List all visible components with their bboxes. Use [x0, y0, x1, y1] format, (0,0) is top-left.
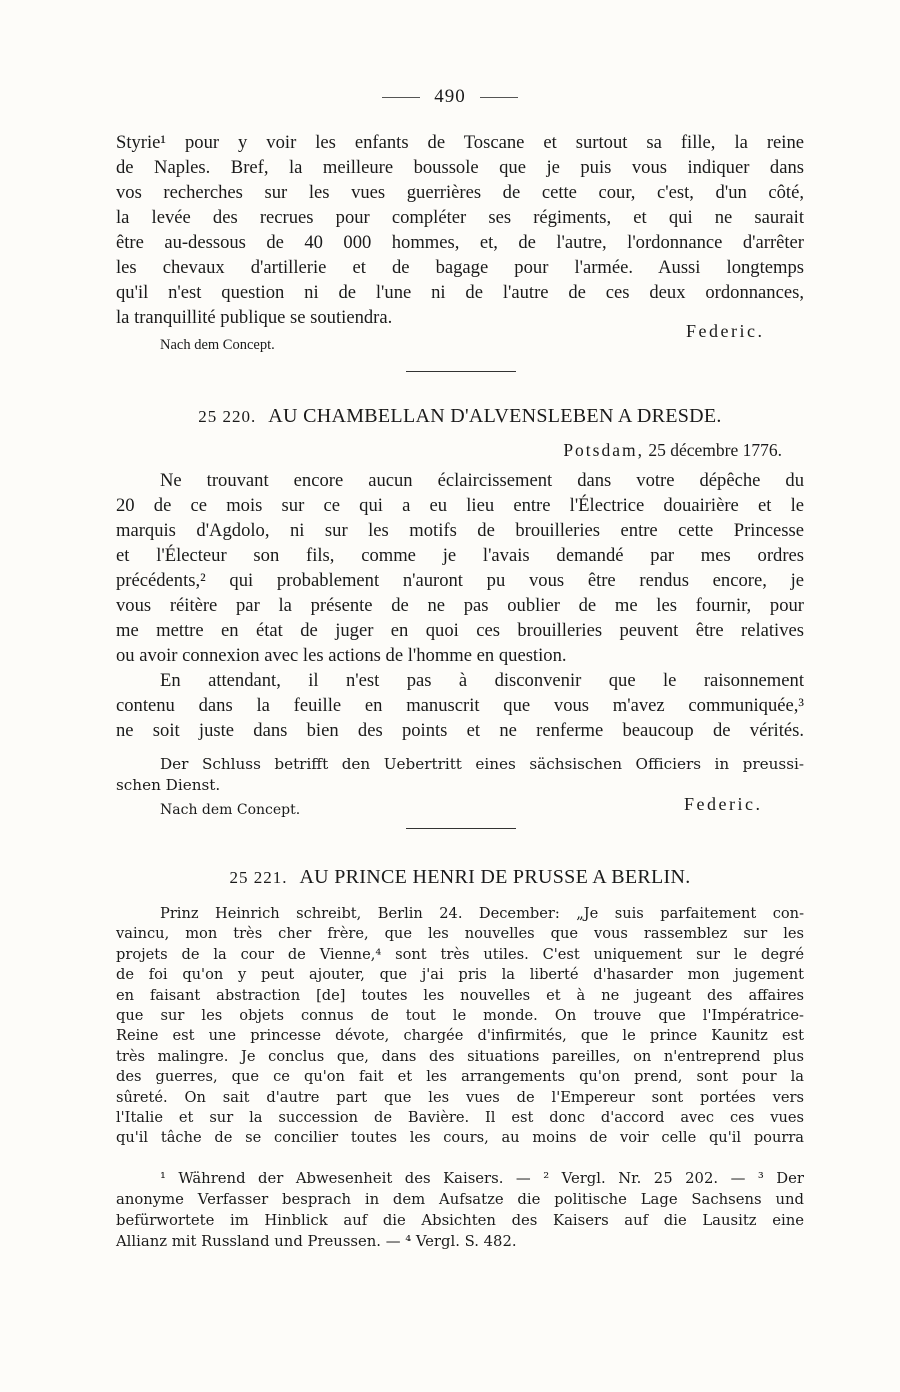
section-divider — [406, 371, 516, 372]
dateline-place: Potsdam, — [563, 440, 644, 460]
footnote-line: ¹ Während der Abwesenheit des Kaisers. — ² Vergl. Nr. 25 202. — ³ Der — [160, 1170, 804, 1187]
letter-number: 25 221. — [229, 868, 288, 887]
letter-summary-cont — [116, 775, 804, 795]
letter-heading — [116, 405, 804, 428]
text-line: que sur les objets connus de tout le monde. On trouve que l'Impératrice- — [116, 1006, 804, 1024]
header-dash-right — [480, 97, 518, 98]
page-number-header — [0, 86, 900, 108]
text-line: très malingre. Je conclus que, dans des situations pareilles, on n'entreprend plus — [116, 1047, 804, 1065]
footnote-line: anonyme Verfasser besprach in dem Aufsatze die politische Lage Sachsens und — [116, 1191, 804, 1208]
signature: Federic. — [686, 321, 765, 341]
letter-title: AU PRINCE HENRI DE PRUSSE A BERLIN. — [299, 866, 691, 888]
text-line: l'Italie et sur la succession de Bavière. Il est donc d'accord avec ces vues — [116, 1108, 804, 1126]
text-line: précédents,² qui probablement n'auront pu vous être rendus encore, je — [116, 570, 804, 591]
dateline — [563, 440, 782, 461]
text-line: marquis d'Agdolo, ni sur les motifs de brouilleries entre cette Princesse — [116, 520, 804, 541]
text-line: 20 de ce mois sur ce qui a eu lieu entre l'Électrice douairière et le — [116, 495, 804, 516]
text-line: sûreté. On sait d'autre part que les vues de l'Empereur sont portées vers — [116, 1088, 804, 1106]
letter-number: 25 220. — [198, 407, 257, 426]
footnote-line: befürwortete im Hinblick auf die Absichten des Kaisers auf die Lausitz eine — [116, 1212, 804, 1229]
letter-body — [116, 468, 804, 743]
text-line: la tranquillité publique se soutiendra. — [116, 307, 393, 328]
text-line: de Naples. Bref, la meilleure boussole que je puis vous indiquer dans — [116, 157, 804, 178]
text-line: Ne trouvant encore aucun éclaircissement dans votre dépêche du — [160, 470, 804, 491]
text-line: Styrie¹ pour y voir les enfants de Toscane et surtout sa fille, la reine — [116, 132, 804, 153]
text-line: projets de la cour de Vienne,⁴ sont très utiles. C'est uniquement sur le degré — [116, 945, 804, 963]
text-line: qu'il n'est question ni de l'une ni de l'autre de ces deux ordonnances, — [116, 282, 804, 303]
text-line: la levée des recrues pour compléter ses régiments, et qui ne saurait — [116, 207, 804, 228]
text-line: En attendant, il n'est pas à disconvenir que le raisonnement — [160, 670, 804, 691]
source-note: Nach dem Concept. — [160, 337, 275, 353]
text-line: en faisant abstraction [de] toutes les nouvelles et à ne jugeant des affaires — [116, 986, 804, 1004]
section-divider — [406, 828, 516, 829]
text-line: de foi qu'on y peut ajouter, que j'ai pris la liberté d'hasarder mon jugement — [116, 966, 804, 984]
text-line: Prinz Heinrich schreibt, Berlin 24. December: „Je suis parfaitement con- — [160, 905, 804, 922]
header-dash-left — [382, 97, 420, 98]
text-line: et l'Électeur son fils, comme je l'avais demandé par mes ordres — [116, 545, 804, 566]
signature: Federic. — [684, 794, 763, 814]
letter-heading — [116, 866, 804, 889]
text-line: Reine est une princesse dévote, chargée d'infirmités, que le prince Kaunitz est — [116, 1027, 804, 1045]
text-line: vous réitère par la présente de ne pas oublier de me les fournir, pour — [116, 595, 804, 616]
continuation-paragraph — [116, 130, 804, 330]
text-line: être au-dessous de 40 000 hommes, et, de l'autre, l'ordonnance d'arrêter — [116, 232, 804, 253]
text-line: contenu dans la feuille en manuscrit que vous m'avez communiquée,³ — [116, 695, 804, 716]
source-note: Nach dem Concept. — [160, 802, 301, 818]
dateline-date: 25 décembre 1776. — [648, 440, 782, 460]
page-number: 490 — [434, 86, 466, 107]
text-line: des guerres, que ce qu'on fait et les arrangements qu'on prend, sont pour la — [116, 1068, 804, 1086]
footnote-line: Allianz mit Russland und Preussen. — ⁴ Vergl. S. 482. — [116, 1233, 517, 1250]
text-line: vos recherches sur les vues guerrières de cette cour, c'est, d'un côté, — [116, 182, 804, 203]
text-line: qu'il tâche de se concilier toutes les cours, au moins de voir celle qu'il pourra — [116, 1129, 804, 1147]
footnotes — [116, 1168, 804, 1252]
text-line: ne soit juste dans bien des points et ne renferme beaucoup de vérités. — [116, 720, 804, 741]
text-line: schen Dienst. — [116, 776, 221, 794]
text-line: Der Schluss betrifft den Uebertritt eines sächsischen Officiers in preussi- — [160, 755, 804, 773]
text-line: vaincu, mon très cher frère, que les nouvelles que vous rassemblez sur les — [116, 925, 804, 943]
text-line: ou avoir connexion avec les actions de l'homme en question. — [116, 645, 567, 666]
text-line: les chevaux d'artillerie et de bagage pour l'armée. Aussi longtemps — [116, 257, 804, 278]
letter-body — [116, 904, 804, 1149]
text-line: me mettre en état de juger en quoi ces brouilleries peuvent être relatives — [116, 620, 804, 641]
letter-title: AU CHAMBELLAN D'ALVENSLEBEN A DRESDE. — [268, 405, 722, 427]
letter-summary — [160, 754, 804, 774]
